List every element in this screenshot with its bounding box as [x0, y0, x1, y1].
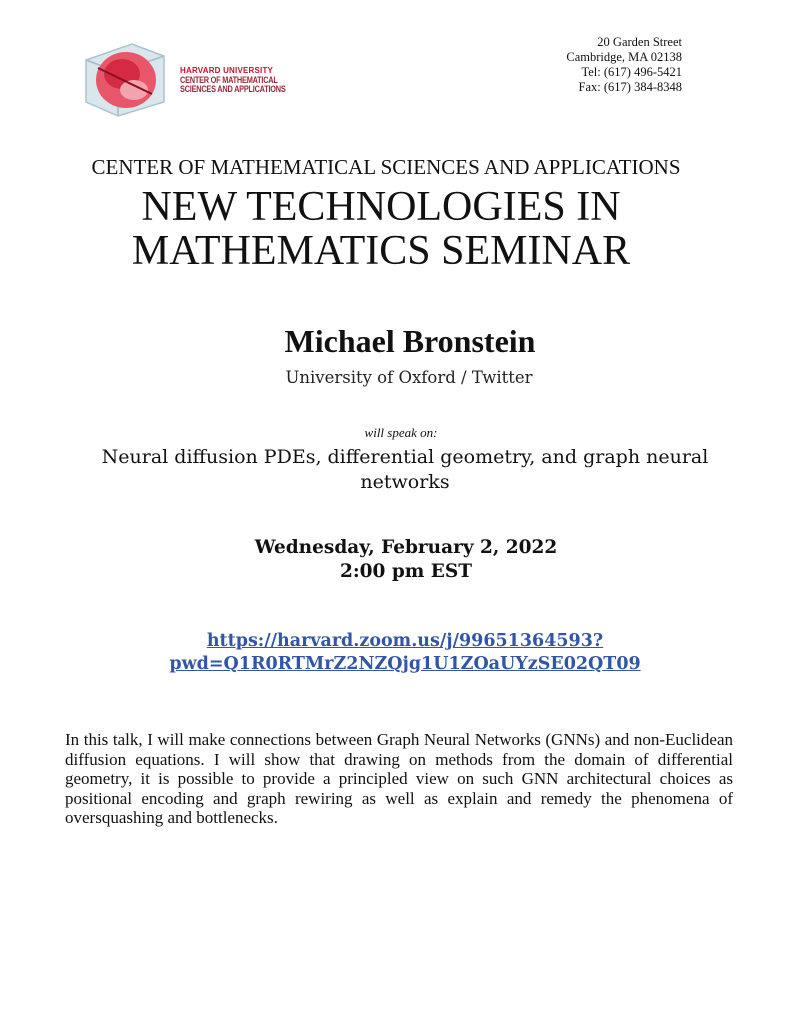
zoom-link[interactable]	[140, 630, 670, 676]
talk-date: Wednesday, February 2, 2022	[254, 537, 558, 558]
address-tel: Tel: (617) 496-5421	[581, 65, 682, 79]
talk-time: 2:00 pm EST	[339, 561, 473, 582]
speaker-name: Michael Bronstein	[284, 323, 536, 359]
center-name: CENTER OF MATHEMATICAL SCIENCES AND APPLICATIONS	[91, 155, 681, 179]
logo-center-line1: CENTER OF MATHEMATICAL	[180, 74, 278, 85]
talk-title: Neural diffusion PDEs, differential geometry, and graph neural networks	[101, 446, 709, 493]
logo-center-line2: SCIENCES AND APPLICATIONS	[180, 84, 286, 94]
address-city: Cambridge, MA 02138	[566, 50, 682, 64]
seminar-title	[0, 185, 792, 273]
logo-text	[180, 66, 309, 95]
cube-logo-icon	[82, 38, 168, 118]
zoom-link-line1[interactable]: https://harvard.zoom.us/j/99651364593?	[206, 631, 604, 651]
zoom-link-line2[interactable]: pwd=Q1R0RTMrZ2NZQjg1U1ZOaUYzSE02QT09	[169, 654, 641, 674]
cmsa-logo	[82, 38, 297, 118]
seminar-title-line1: NEW TECHNOLOGIES IN	[141, 184, 621, 230]
talk-datetime	[0, 536, 792, 584]
logo-university: HARVARD UNIVERSITY	[180, 66, 274, 75]
speaker-affiliation: University of Oxford / Twitter	[285, 368, 533, 387]
address-fax: Fax: (617) 384-8348	[578, 80, 682, 94]
address-block	[566, 35, 682, 95]
abstract-text: In this talk, I will make connections between Graph Neural Networks (GNNs) and non-Euclidean diffusion equations. I will show that drawing on methods from the domain of differential geometry, it is possible to provide a principled view on such GNN architectural choices as positional encoding and graph rewiring as well as explain and remedy the phenomena of oversquashing and bottlenecks.	[65, 730, 733, 827]
will-speak-label: will speak on:	[364, 425, 438, 440]
address-street: 20 Garden Street	[597, 35, 682, 49]
seminar-title-line2: MATHEMATICS SEMINAR	[131, 228, 631, 274]
